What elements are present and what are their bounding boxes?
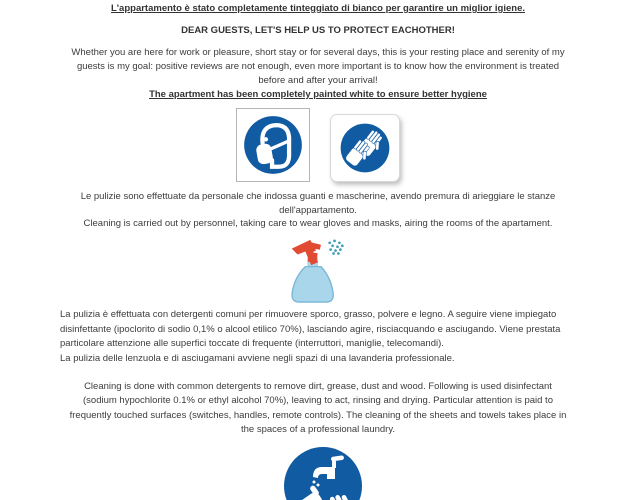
mandatory-signs-row [0, 108, 636, 182]
wash-hands-icon [283, 446, 363, 500]
disinfection-it-line: La pulizia è effettuata con detergenti comuni per rimuovere sporco, grasso, polvere e legno. A seguire viene impiegato [60, 309, 557, 320]
title-italian: L'appartamento è stato completamente tinteggiato di bianco per garantire un miglior igiene. [111, 3, 525, 14]
face-mask-sign [236, 108, 310, 182]
painted-white-note: The apartment has been completely painted white to ensure better hygiene [149, 89, 487, 100]
protective-gloves-icon [333, 117, 397, 179]
wash-hands-figure [283, 446, 363, 500]
greeting-english: DEAR GUESTS, LET'S HELP US TO PROTECT EACHOTHER! [181, 25, 455, 36]
spray-bottle-figure [278, 236, 358, 306]
cleaning-note-paragraph [0, 190, 636, 231]
cleaning-note-line: Cleaning is carried out by personnel, taking care to wear gloves and masks, airing the rooms of the apartament. [83, 218, 553, 229]
spray-bottle-icon [278, 236, 358, 306]
intro-line: guests is my goal: positive reviews are not enough, even more important is to know how the environment is treated [76, 61, 560, 72]
disinfection-it-line: La pulizia delle lenzuola e di asciugamani avviene negli spazi di una lavanderia professionale. [60, 352, 455, 364]
disinfection-en-line: frequently touched surfaces (switches, handles, remote controls). The cleaning of the sheets and towels takes place in [69, 409, 567, 421]
disinfection-paragraph-italian [60, 308, 590, 366]
face-mask-icon [238, 110, 308, 180]
disinfection-it-line: disinfettante (ipoclorito di sodio 0,1% o alcool etilico 70%), lasciando agire, risciacquando e asciugando. Viene prestata [60, 323, 561, 335]
cleaning-note-line: dell'appartamento. [279, 204, 357, 216]
cleaning-note-line: Le pulizie sono effettuate da personale che indossa guanti e mascherine, avendo premura di arieggiare le stanze [80, 191, 556, 202]
intro-paragraph [0, 46, 636, 88]
disinfection-it-line: particolare attenzione alle superfici toccate di frequente (interruttori, maniglie, telecomandi). [60, 338, 444, 350]
protective-gloves-sign [330, 114, 400, 182]
disinfection-en-line: (sodium hypochlorite 0.1% or ethyl alcohol 70%), leaving to act, rinsing and drying. Particular attention is paid to [83, 395, 553, 407]
intro-line: before and after your arrival! [258, 75, 378, 86]
intro-line: Whether you are here for work or pleasure, short stay or for several days, this is your resting place and serenity of my [71, 47, 565, 58]
disinfection-paragraph-english [30, 380, 606, 438]
disinfection-en-line: the spaces of a professional laundry. [240, 424, 396, 436]
disinfection-en-line: Cleaning is done with common detergents to remove dirt, grease, dust and wood. Following is used disinfectant [84, 381, 552, 392]
